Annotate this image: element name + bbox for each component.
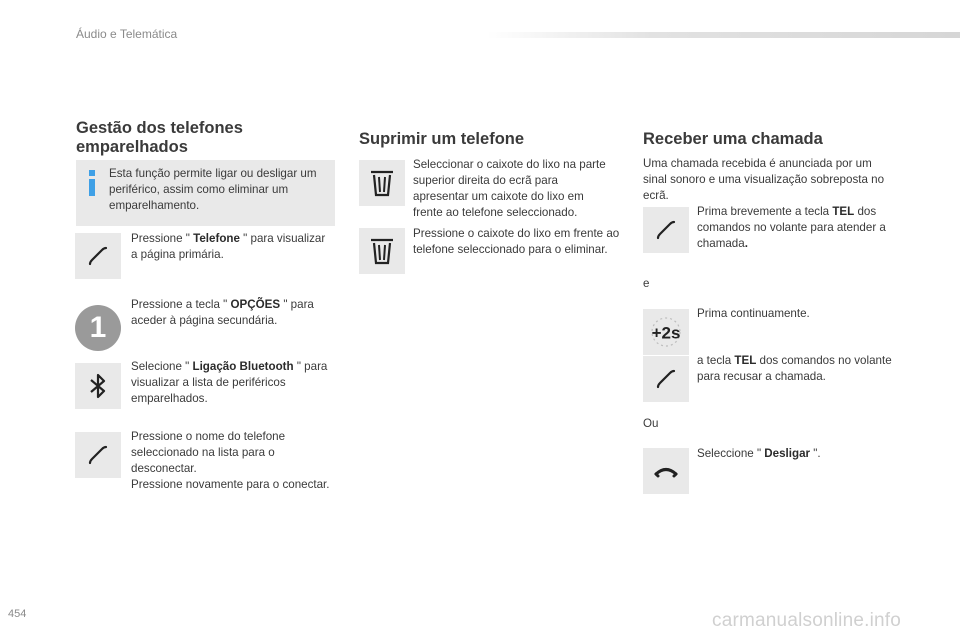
- col3-step4-text: [697, 446, 897, 462]
- col2-title: Suprimir um telefone: [359, 130, 525, 148]
- info-note-box: [76, 160, 335, 226]
- col3-step3-post: dos comandos no volante para recusar a chamada.: [697, 354, 892, 383]
- info-note-text: Esta função permite ligar ou desligar um periférico, assim como eliminar um emparelhamento.: [109, 167, 317, 212]
- col1-step2-post: " para aceder à página secundária.: [131, 298, 314, 327]
- col1-step2-bold: OPÇÕES: [230, 298, 281, 311]
- col1-title-line1: Gestão dos telefones: [76, 119, 243, 137]
- phone-icon-tile-3: [643, 207, 689, 253]
- col2-step1-text: Seleccionar o caixote do lixo na parte superior direita do ecrã para apresentar um caixote do lixo em frente ao telefone seleccionado.: [413, 158, 606, 219]
- long-press-icon-tile: [643, 309, 689, 355]
- phone-icon: [85, 442, 111, 468]
- trash-icon-tile: [359, 160, 405, 206]
- phone-icon: [653, 217, 679, 243]
- col1-step1-text: [131, 231, 331, 263]
- step-number-badge: 1: [75, 305, 121, 351]
- col1-step4-line2: Pressione novamente para o conectar.: [131, 478, 330, 491]
- col1-step3-text: [131, 359, 336, 407]
- col1-step1-bold: Telefone: [193, 232, 240, 245]
- col3-title: Receber uma chamada: [643, 130, 823, 148]
- col1-step3-post: " para visualizar a lista de periféricos emparelhados.: [131, 360, 328, 405]
- trash-icon: [369, 236, 395, 266]
- col3-step1-end: .: [744, 237, 748, 250]
- info-icon: [86, 170, 98, 196]
- long-press-2s-icon: [644, 310, 688, 354]
- phone-icon: [653, 366, 679, 392]
- bluetooth-icon-tile: [75, 363, 121, 409]
- col3-e-label: e: [643, 277, 650, 290]
- col3-step4-pre: Seleccione ": [697, 447, 765, 460]
- col3-ou-label: Ou: [643, 417, 659, 430]
- col1-step1-pre: Pressione ": [131, 232, 194, 245]
- watermark-text: carmanualsonline.info: [712, 610, 902, 631]
- col3-step2-text: Prima continuamente.: [697, 307, 810, 320]
- col1-step4-line1: Pressione o nome do telefone seleccionado na lista para o desconectar.: [131, 430, 286, 475]
- col3-step4-post: ".: [810, 447, 821, 460]
- hang-up-icon-tile: [643, 448, 689, 494]
- col3-step1-pre: Prima brevemente a tecla: [697, 205, 833, 218]
- col3-step1-text: [697, 204, 907, 252]
- col1-step2-pre: Pressione a tecla ": [131, 298, 231, 311]
- col3-step1-post: dos comandos no volante para atender a chamada: [697, 205, 886, 250]
- header-divider-bar: [487, 32, 960, 38]
- col1-step3-bold: Ligação Bluetooth: [192, 360, 294, 373]
- trash-icon-tile-2: [359, 228, 405, 274]
- col1-title-line2: emparelhados: [76, 138, 188, 156]
- col3-intro-text: Uma chamada recebida é anunciada por um sinal sonoro e uma visualização sobreposta no ecrã.: [643, 157, 885, 202]
- col1-step4-text: [131, 429, 331, 493]
- col3-step3-text: [697, 353, 897, 385]
- col3-step4-bold: Desligar: [764, 447, 811, 460]
- phone-icon-tile: [75, 233, 121, 279]
- section-header-title: Áudio e Telemática: [76, 27, 178, 41]
- col1-step3-pre: Selecione ": [131, 360, 193, 373]
- phone-icon-tile-4: [643, 356, 689, 402]
- col3-step1-bold: TEL: [832, 205, 855, 218]
- col2-step2-text: Pressione o caixote do lixo em frente ao telefone seleccionado para o eliminar.: [413, 227, 620, 256]
- phone-icon-tile-2: [75, 432, 121, 478]
- page-number: 454: [8, 608, 27, 620]
- badge-2s-text: +2s: [651, 323, 681, 343]
- col1-step2-text: [131, 297, 336, 329]
- trash-icon: [369, 168, 395, 198]
- col3-step3-bold: TEL: [734, 354, 757, 367]
- col1-step1-post: " para visualizar a página primária.: [131, 232, 326, 261]
- bluetooth-icon: [87, 372, 109, 400]
- hang-up-icon: [652, 461, 680, 481]
- phone-icon: [85, 243, 111, 269]
- col3-step3-pre: a tecla: [697, 354, 735, 367]
- col1-title: [76, 119, 336, 157]
